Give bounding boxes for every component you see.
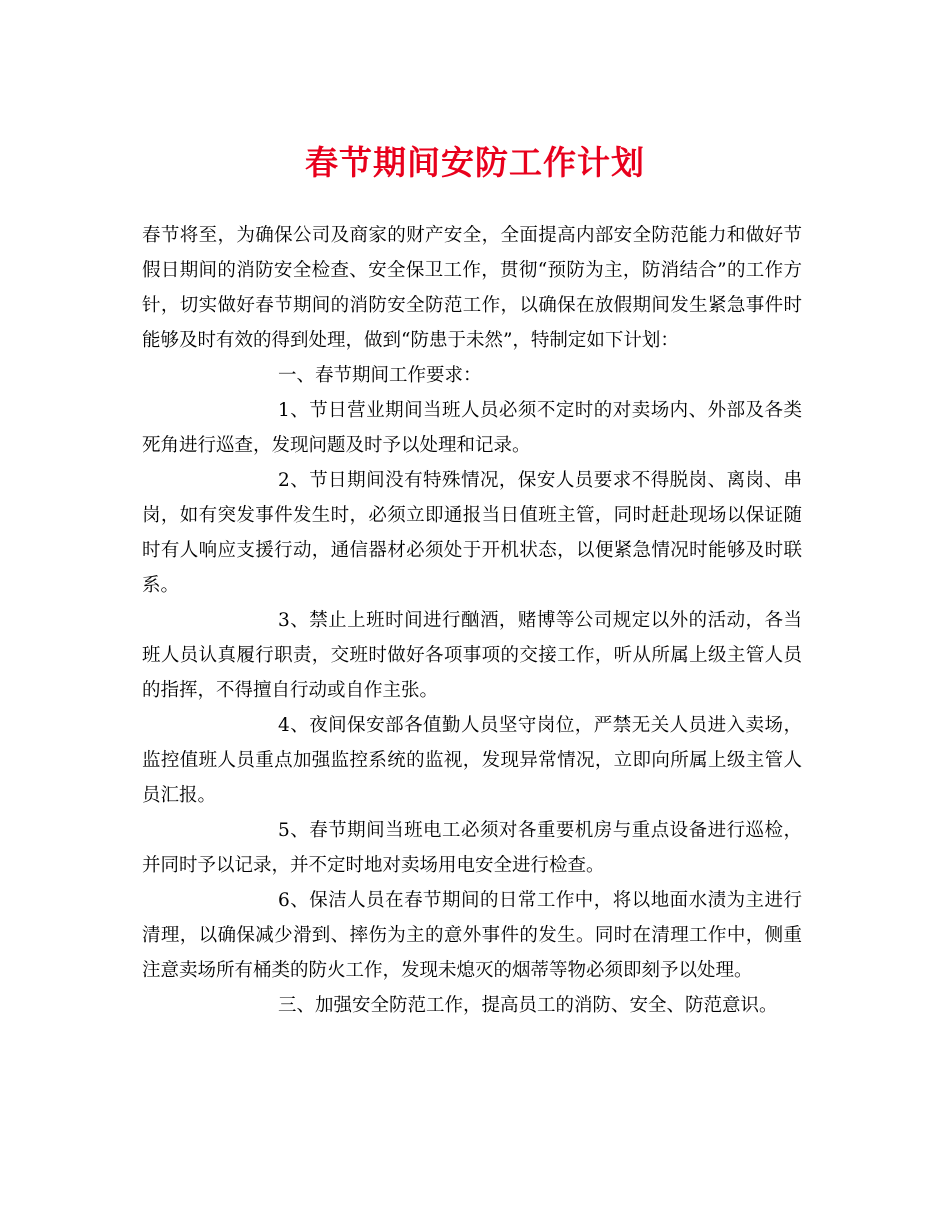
section-heading-requirements: 一、春节期间工作要求：	[278, 365, 482, 386]
requirement-item-3: 3、禁止上班时间进行酗酒，赌博等公司规定以外的活动，各当班人员认真履行职责，交班时做好各项事项的交接工作，听从所属上级主管人员的指挥，不得擅自行动或自作主张。	[142, 610, 802, 701]
intro-paragraph: 春节将至，为确保公司及商家的财产安全，全面提高内部安全防范能力和做好节假日期间的消防安全检查、安全保卫工作，贯彻“预防为主，防消结合”的工作方针，切实做好春节期间的消防安全防范工作，以确保在放假期间发生紧急事件时能够及时有效的得到处理，做到“防患于未然”，特制定如下计划：	[142, 225, 802, 351]
requirement-item-4: 4、夜间保安部各值勤人员坚守岗位，严禁无关人员进入卖场，监控值班人员重点加强监控系统的监视，发现异常情况，立即向所属上级主管人员汇报。	[142, 715, 802, 806]
document-body	[142, 218, 802, 1023]
section-heading-awareness: 三、加强安全防范工作，提高员工的消防、安全、防范意识。	[278, 995, 778, 1016]
requirement-item-1: 1、节日营业期间当班人员必须不定时的对卖场内、外部及各类死角进行巡查，发现问题及时予以处理和记录。	[142, 400, 802, 456]
requirement-item-2: 2、节日期间没有特殊情况，保安人员要求不得脱岗、离岗、串岗，如有突发事件发生时，必须立即通报当日值班主管，同时赶赴现场以保证随时有人响应支援行动，通信器材必须处于开机状态，以便紧急情况时能够及时联系。	[142, 470, 802, 596]
document-title: 春节期间安防工作计划	[305, 143, 645, 182]
requirement-item-6: 6、保洁人员在春节期间的日常工作中，将以地面水渍为主进行清理，以确保减少滑到、摔伤为主的意外事件的发生。同时在清理工作中，侧重注意卖场所有桶类的防火工作，发现未熄灭的烟蒂等物必须即刻予以处理。	[142, 890, 802, 981]
requirement-item-5: 5、春节期间当班电工必须对各重要机房与重点设备进行巡检，并同时予以记录，并不定时地对卖场用电安全进行检查。	[142, 820, 802, 876]
